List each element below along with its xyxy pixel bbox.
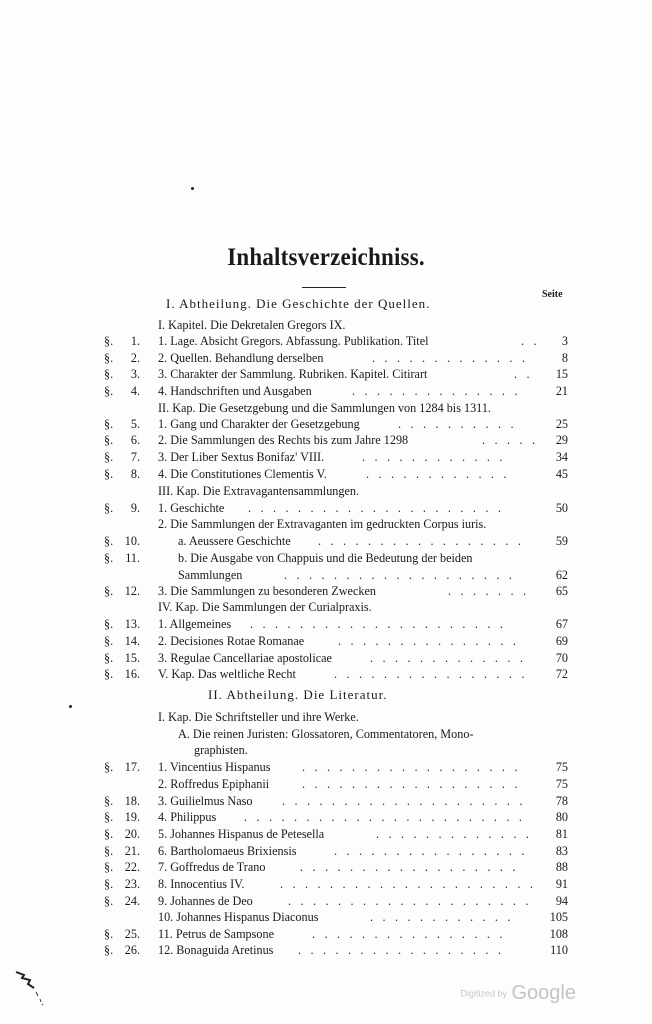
ink-speck <box>69 705 72 708</box>
dot-leader: . . . . . . . . . . . . . <box>370 651 527 665</box>
sub-heading: A. Die reinen Juristen: Glossatoren, Commentatoren, Mono- <box>178 727 474 741</box>
section-sign: §. <box>104 927 114 941</box>
dot-leader: . . . . . . . . . . . . . . . . . . <box>302 760 521 774</box>
toc-row <box>0 500 652 517</box>
section-sign: §. <box>104 351 114 365</box>
entry-title: 4. Philippus <box>158 810 217 824</box>
page-title: Inhaltsverzeichniss. <box>227 242 425 271</box>
entry-title: a. Aeussere Geschichte <box>178 534 291 548</box>
page-number: 110 <box>550 943 568 957</box>
section-number: 14. <box>124 634 140 648</box>
section-sign: §. <box>104 860 114 874</box>
toc-row <box>0 666 652 683</box>
dot-leader: . . . . . . . . . . . . . . . . . <box>318 534 525 548</box>
part-heading-2: II. Abtheilung. Die Literatur. <box>208 687 388 702</box>
section-sign: §. <box>104 827 114 841</box>
dot-leader: . . . . . . . . . . <box>398 417 517 431</box>
toc-row <box>0 416 652 433</box>
toc-row <box>0 826 652 843</box>
toc-row <box>0 926 652 943</box>
chapter-heading: III. Kap. Die Extravagantensammlungen. <box>158 484 360 498</box>
toc-row <box>0 533 652 550</box>
section-number: 5. <box>130 417 140 431</box>
page-number: 50 <box>555 501 568 515</box>
section-number: 9. <box>130 501 140 515</box>
entry-title: 6. Bartholomaeus Brixiensis <box>158 844 297 858</box>
entry-title: 1. Vincentius Hispanus <box>158 760 271 774</box>
dot-leader: . . . . . . . . . . . . . . . . . . . . . . . <box>244 810 526 824</box>
dot-leader: . . . . . . . . . . . . . . . <box>338 634 520 648</box>
chapter-heading: II. Kap. Die Gesetzgebung und die Sammlungen von 1284 bis 1311. <box>158 401 491 415</box>
dot-leader: . . . . . <box>482 433 539 447</box>
dot-leader: . . <box>521 334 540 348</box>
dot-leader: . . . . . . . . . . . . . . . . . . <box>300 860 519 874</box>
section-number: 19. <box>124 810 140 824</box>
section-sign: §. <box>104 844 114 858</box>
section-sign: §. <box>104 384 114 398</box>
toc-row <box>0 333 652 350</box>
dot-leader: . . . . . . . . . . . . . . . . <box>334 844 528 858</box>
page-number: 80 <box>555 810 568 824</box>
section-number: 8. <box>130 467 140 481</box>
section-sign: §. <box>104 760 114 774</box>
section-number: 25. <box>124 927 140 941</box>
section-sign: §. <box>104 877 114 891</box>
entry-title: 3. Die Sammlungen zu besonderen Zwecken <box>158 584 376 598</box>
page-number: 88 <box>555 860 568 874</box>
sub-heading: 2. Die Sammlungen der Extravaganten im gedruckten Corpus iuris. <box>158 517 487 531</box>
page-number: 8 <box>561 351 568 365</box>
page-number: 59 <box>555 534 568 548</box>
section-sign: §. <box>104 534 114 548</box>
section-number: 10. <box>124 534 140 548</box>
entry-title: 9. Johannes de Deo <box>158 894 253 908</box>
digitized-watermark <box>461 982 576 1005</box>
page-number: 45 <box>555 467 568 481</box>
section-number: 20. <box>124 827 140 841</box>
section-sign: §. <box>104 894 114 908</box>
chapter-heading: I. Kapitel. Die Dekretalen Gregors IX. <box>158 318 346 332</box>
section-number: 18. <box>124 794 140 808</box>
section-sign: §. <box>104 943 114 957</box>
page-number: 34 <box>555 450 568 464</box>
section-number: 4. <box>130 384 140 398</box>
toc-row <box>0 567 652 584</box>
page-number: 75 <box>555 777 568 791</box>
entry-title: 1. Allgemeines <box>158 617 232 631</box>
toc-row <box>0 616 652 633</box>
entry-title: V. Kap. Das weltliche Recht <box>158 667 296 681</box>
dot-leader: . . . . . . . . . . . . . . . . . . <box>302 777 521 791</box>
dot-leader: . . . . . . . . . . . . . . <box>352 384 521 398</box>
section-sign: §. <box>104 794 114 808</box>
section-sign: §. <box>104 551 114 565</box>
page-number: 3 <box>561 334 568 348</box>
dot-leader: . . . . . . . . . . . . . . . . . . . . <box>288 894 532 908</box>
toc-row <box>0 909 652 926</box>
section-sign: §. <box>104 617 114 631</box>
entry-title: 11. Petrus de Sampsone <box>158 927 274 941</box>
section-sign: §. <box>104 334 114 348</box>
dot-leader: . . . . . . . . . . . . . . . . . . . <box>284 568 516 582</box>
dot-leader: . . . . . . . . . . . . . . . . <box>334 667 528 681</box>
toc-row <box>0 583 652 600</box>
entry-title: b. Die Ausgabe von Chappuis und die Bedeutung der beiden <box>178 551 473 565</box>
toc-row <box>0 633 652 650</box>
page-number: 108 <box>549 927 568 941</box>
page-number: 62 <box>555 568 568 582</box>
sub-heading-continued: graphisten. <box>194 743 248 757</box>
toc-row <box>0 942 652 959</box>
section-number: 15. <box>124 651 140 665</box>
section-number: 2. <box>130 351 140 365</box>
entry-title: 1. Gang und Charakter der Gesetzgebung <box>158 417 360 431</box>
section-number: 21. <box>124 844 140 858</box>
section-sign: §. <box>104 584 114 598</box>
section-number: 1. <box>130 334 140 348</box>
page-number: 94 <box>555 894 568 908</box>
dot-leader: . . . . . . . . . . . . <box>370 910 514 924</box>
section-number: 13. <box>124 617 140 631</box>
dot-leader: . . . . . . . . . . . . . . . . . . . . . <box>280 877 537 891</box>
toc-row <box>0 759 652 776</box>
seite-label: Seite <box>542 289 563 300</box>
dot-leader: . . . . . . . . . . . . . . . . <box>312 927 506 941</box>
dot-leader: . . . . . . . . . . . . <box>362 450 506 464</box>
section-sign: §. <box>104 450 114 464</box>
entry-title: 3. Regulae Cancellariae apostolicae <box>158 651 332 665</box>
entry-title: 10. Johannes Hispanus Diaconus <box>158 910 319 924</box>
entry-title: 3. Charakter der Sammlung. Rubriken. Kapitel. Citirart <box>158 367 428 381</box>
dot-leader: . . . . . . . . . . . . . . . . . . . . <box>282 794 526 808</box>
section-number: 17. <box>124 760 140 774</box>
section-number: 3. <box>130 367 140 381</box>
toc-row <box>0 876 652 893</box>
page-number: 69 <box>555 634 568 648</box>
page-number: 83 <box>555 844 568 858</box>
page-number: 105 <box>549 910 568 924</box>
page-number: 65 <box>555 584 568 598</box>
chapter-heading: IV. Kap. Die Sammlungen der Curialpraxis. <box>158 600 372 614</box>
entry-title: 5. Johannes Hispanus de Petesella <box>158 827 325 841</box>
page-number: 70 <box>555 651 568 665</box>
entry-title: 8. Innocentius IV. <box>158 877 245 891</box>
page-number: 72 <box>555 667 568 681</box>
dot-leader: . . . . . . . <box>448 584 530 598</box>
toc-row <box>0 793 652 810</box>
entry-title: 4. Handschriften und Ausgaben <box>158 384 312 398</box>
section-number: 23. <box>124 877 140 891</box>
entry-title: 7. Goffredus de Trano <box>158 860 266 874</box>
section-sign: §. <box>104 501 114 515</box>
section-sign: §. <box>104 810 114 824</box>
title-rule <box>302 287 346 288</box>
toc-row <box>0 449 652 466</box>
page-number: 81 <box>555 827 568 841</box>
entry-title: Sammlungen <box>178 568 243 582</box>
section-number: 6. <box>130 433 140 447</box>
page-number: 67 <box>555 617 568 631</box>
section-sign: §. <box>104 634 114 648</box>
entry-title: 2. Roffredus Epiphanii <box>158 777 270 791</box>
page-number: 91 <box>555 877 568 891</box>
entry-title: 2. Decisiones Rotae Romanae <box>158 634 305 648</box>
page-number: 15 <box>555 367 568 381</box>
section-number: 24. <box>124 894 140 908</box>
dot-leader: . . . . . . . . . . . . . <box>372 351 529 365</box>
toc-row <box>0 650 652 667</box>
dot-leader: . . . . . . . . . . . . . . . . . . . . . <box>250 617 507 631</box>
section-number: 22. <box>124 860 140 874</box>
toc-row <box>0 843 652 860</box>
chapter-heading: I. Kap. Die Schriftsteller und ihre Werke. <box>158 710 359 724</box>
section-sign: §. <box>104 433 114 447</box>
entry-title: 1. Lage. Absicht Gregors. Abfassung. Publikation. Titel <box>158 334 429 348</box>
toc-row <box>0 383 652 400</box>
entry-title: 1. Geschichte <box>158 501 225 515</box>
section-number: 12. <box>124 584 140 598</box>
margin-scribble <box>14 966 46 1006</box>
section-sign: §. <box>104 651 114 665</box>
toc-row <box>0 809 652 826</box>
section-number: 16. <box>124 667 140 681</box>
dot-leader: . . . . . . . . . . . . <box>366 467 510 481</box>
section-number: 11. <box>125 551 140 565</box>
toc-row <box>0 350 652 367</box>
watermark-prefix: Digitized by <box>460 988 508 999</box>
dot-leader: . . . . . . . . . . . . . . . . . <box>298 943 505 957</box>
entry-title: 2. Quellen. Behandlung derselben <box>158 351 324 365</box>
section-sign: §. <box>104 417 114 431</box>
page-number: 78 <box>555 794 568 808</box>
dot-leader: . . . . . . . . . . . . . . . . . . . . . <box>248 501 505 515</box>
toc-row <box>0 466 652 483</box>
toc-row <box>0 776 652 793</box>
entry-title: 3. Der Liber Sextus Bonifaz' VIII. <box>158 450 325 464</box>
page-number: 21 <box>555 384 568 398</box>
toc-row <box>0 432 652 449</box>
toc-row <box>0 366 652 383</box>
toc-row <box>0 893 652 910</box>
entry-title: 2. Die Sammlungen des Rechts bis zum Jahre 1298 <box>158 433 409 447</box>
entry-title: 4. Die Constitutiones Clementis V. <box>158 467 327 481</box>
section-sign: §. <box>104 467 114 481</box>
entry-title: 3. Guilielmus Naso <box>158 794 253 808</box>
section-sign: §. <box>104 367 114 381</box>
dot-leader: . . <box>514 367 533 381</box>
entry-title: 12. Bonaguida Aretinus <box>158 943 274 957</box>
page-number: 25 <box>555 417 568 431</box>
section-sign: §. <box>104 667 114 681</box>
toc-row <box>0 550 652 567</box>
page-number: 75 <box>555 760 568 774</box>
section-number: 7. <box>130 450 140 464</box>
part-heading-1: I. Abtheilung. Die Geschichte der Quellen. <box>166 296 431 311</box>
watermark-brand: Google <box>511 982 576 1004</box>
dot-leader: . . . . . . . . . . . . . <box>376 827 533 841</box>
section-number: 26. <box>124 943 140 957</box>
page-number: 29 <box>555 433 568 447</box>
toc-row <box>0 859 652 876</box>
ink-speck <box>191 187 194 190</box>
